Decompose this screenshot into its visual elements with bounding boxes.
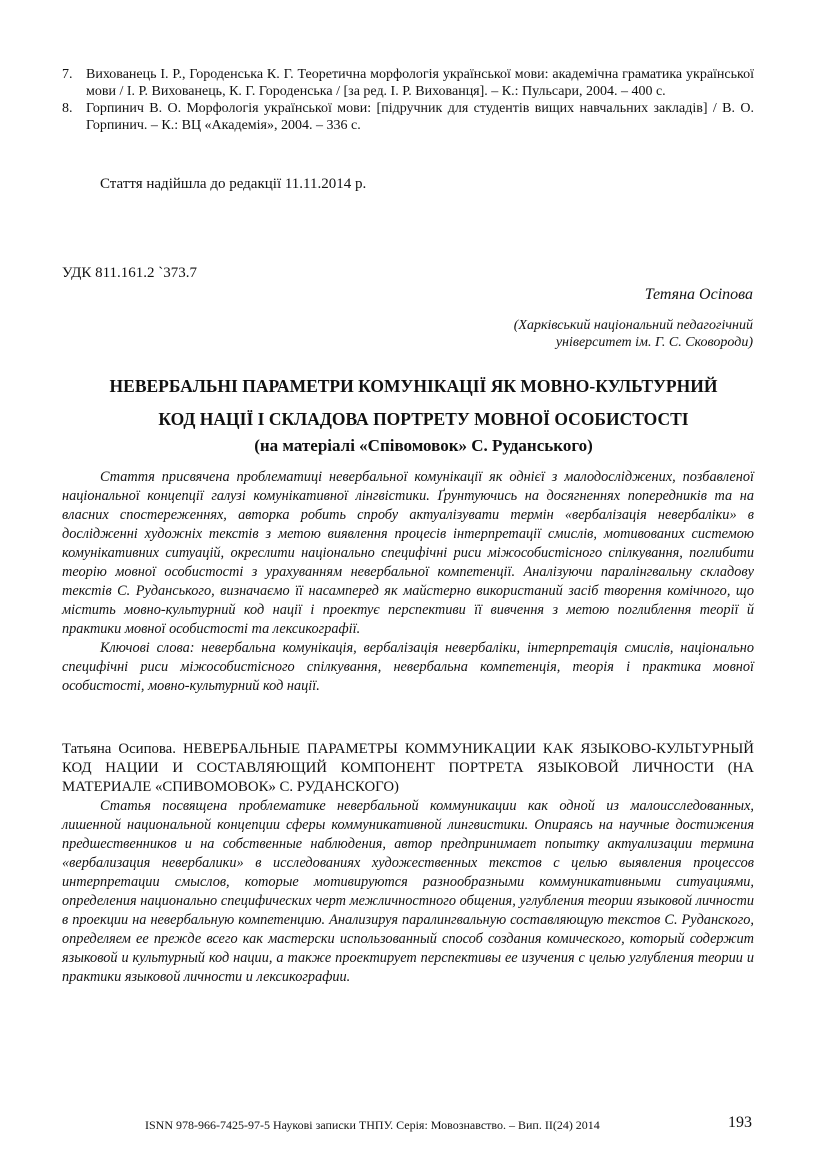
- affiliation-line-2: університет ім. Г. С. Сковороди): [555, 335, 753, 350]
- journal-footer: ISNN 978-966-7425-97-5 Наукові записки ТНПУ. Серія: Мовознавство. – Вип. ІІ(24) 2014: [145, 1118, 600, 1132]
- russian-abstract: Статья посвящена проблематике невербальной коммуникации как одной из малоисследованных, лишенной национальной концепции сферы коммуникативной лингвистики. Опираясь на научные достижения предшественников и на собственные наблюдения, автор предпринимает попытку актуализации термина «вербализация невербалики» в исследованиях художественных текстов с целью выявления процессов интерпретации смыслов, которые мотивируются разнообразными коммуникативными ситуациями, определения национально специфических черт межличностного общения, углубления теории языковой личности в проекции на невербальную компетенцию. Анализируя паралингвальную составляющую текстов С. Руданского, определяем ее прежде всего как мастерски использованный способ создания комического, который содержит языковой и культурный код нации, а также проектирует перспективы ее изучения с целью углубления теории и практики языковой личности и лексикографии.: [62, 798, 754, 985]
- reference-number: 7.: [62, 67, 73, 82]
- title-line-1: НЕВЕРБАЛЬНІ ПАРАМЕТРИ КОМУНІКАЦІЇ ЯК МОВНО-КУЛЬТУРНИЙ: [109, 376, 718, 396]
- title-line-2: КОД НАЦІЇ І СКЛАДОВА ПОРТРЕТУ МОВНОЇ ОСОБИСТОСТІ: [158, 409, 689, 429]
- reference-item: [62, 66, 754, 100]
- affiliation-line-1: (Харківський національний педагогічний: [513, 318, 753, 333]
- author-name: Тетяна Осіпова: [644, 286, 753, 303]
- udc-code: УДК 811.161.2 `373.7: [62, 265, 198, 281]
- abstract-paragraph: Стаття присвячена проблематиці невербальної комунікації як однієї з малодосліджених, позбавленої національної концепції галузі комунікативної лінгвістики. Ґрунтуючись на досягненнях попередників та на власних спостереженнях, авторка робить спробу актуалізувати термін «вербалізація невербаліки» в дослідженні художніх текстів з метою виявлення процесів інтерпретації смислів, мотивованих системою комунікативних ситуацій, окреслити національно специфічні риси міжособистісного спілкування, поглибити теорію мовної особистості з урахуванням невербальної компетенції. Аналізуючи паралінгвальну складову текстів С. Руданського, визначаємо її насамперед як майстерно використаний засіб творення комічного, що містить мовно-культурний код нації і проектує перспективи її вивчення з метою поглиблення теорії й практики мовної особистості та лексикографії.: [62, 469, 754, 637]
- received-note: Стаття надійшла до редакції 11.11.2014 р.: [100, 176, 367, 192]
- reference-list: [62, 66, 754, 134]
- reference-text: Горпинич В. О. Морфологія української мови: [підручник для студентів вищих навчальних закладів] / В. О. Горпинич. – К.: ВЦ «Академія», 2004. – 336 с.: [86, 101, 754, 133]
- reference-item: [62, 100, 754, 134]
- abstract-ukrainian: [62, 468, 754, 696]
- reference-text: Вихованець І. Р., Городенська К. Г. Теоретична морфологія української мови: академічна граматика української мови / І. Р. Вихованець, К. Г. Городенська / [за ред. І. Р. Вихованця]. – К.: Пульсари, 2004. – 400 с.: [86, 67, 754, 99]
- reference-number: 8.: [62, 101, 73, 116]
- abstract-russian-block: [62, 740, 754, 987]
- article-title: [40, 370, 787, 436]
- russian-heading: Татьяна Осипова. НЕВЕРБАЛЬНЫЕ ПАРАМЕТРЫ КОММУНИКАЦИИ КАК ЯЗЫКОВО-КУЛЬТУРНЫЙ КОД НАЦИИ И СОСТАВЛЯЮЩИЙ КОМПОНЕНТ ПОРТРЕТА ЯЗЫКОВОЙ ЛИЧНОСТИ (НА МАТЕРИАЛЕ «СПИВОМОВОК» С. РУДАНСКОГО): [62, 741, 754, 795]
- page-number: 193: [728, 1114, 752, 1131]
- subtitle-text: (на матеріалі «Співомовок» С. Руданського): [254, 436, 593, 455]
- keywords-paragraph: Ключові слова: невербальна комунікація, вербалізація невербаліки, інтерпретація смислів, національно специфічні риси міжособистісного спілкування, невербальна компетенція, теорія і практика мовної особистості, мовно-культурний код нації.: [62, 640, 754, 694]
- article-subtitle: [40, 436, 787, 456]
- author-affiliation: [353, 317, 753, 351]
